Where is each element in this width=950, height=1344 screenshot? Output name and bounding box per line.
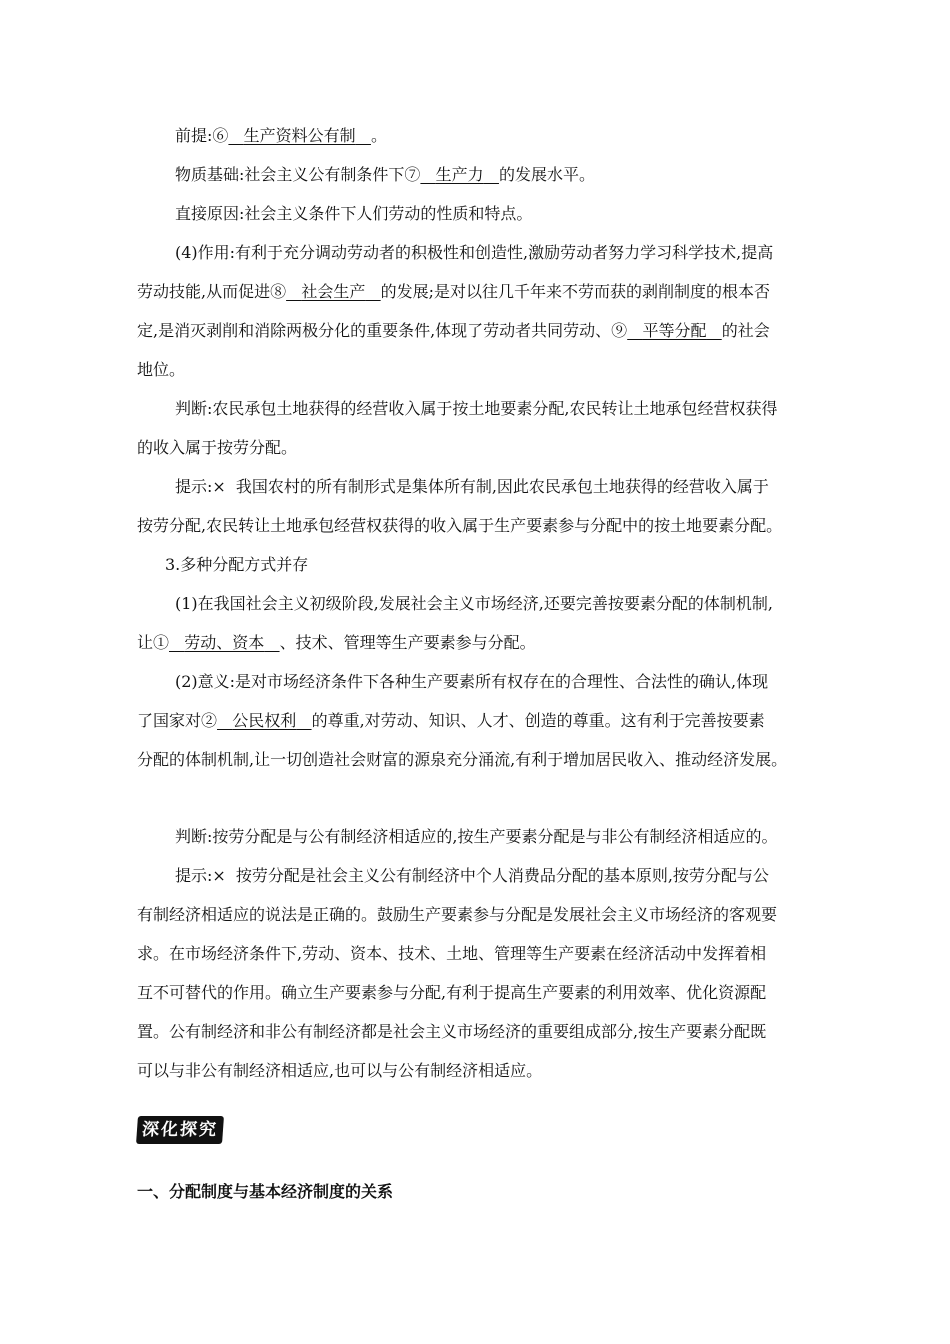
hint-2-line-2: 有制经济相适应的说法是正确的。鼓励生产要素参与分配是发展社会主义市场经济的客观要 xyxy=(137,905,778,924)
p1-line-2-b: 、技术、管理等生产要素参与分配。 xyxy=(279,633,536,652)
p1-line-2 xyxy=(137,632,817,654)
p2-line-2-b: 的尊重,对劳动、知识、人才、创造的尊重。这有利于完善按要素 xyxy=(311,711,765,730)
role-answer-9-text: 平等分配 xyxy=(642,321,707,340)
premise-label: 前提:⑥ xyxy=(175,126,229,145)
role-line-3 xyxy=(137,320,817,342)
material-answer-text: 生产力 xyxy=(435,165,484,184)
material-line xyxy=(175,164,855,186)
hint-2-label: 提示:× xyxy=(175,866,226,885)
material-end: 的发展水平。 xyxy=(498,165,595,184)
judge-2: 判断:按劳分配是与公有制经济相适应的,按生产要素分配是与非公有制经济相适应的。 xyxy=(175,827,778,846)
hint-2-text: 按劳分配是社会主义公有制经济中个人消费品分配的基本原则,按劳分配与公 xyxy=(235,866,769,885)
premise-end: 。 xyxy=(370,126,387,145)
p2-line-2-a: 了国家对② xyxy=(137,711,218,730)
p1-answer-1-text: 劳动、资本 xyxy=(184,633,265,652)
role-line-3-a: 定,是消灭剥削和消除两极分化的重要条件,体现了劳动者共同劳动、⑨ xyxy=(137,321,628,340)
hint-1-text: 我国农村的所有制形式是集体所有制,因此农民承包土地获得的经营收入属于 xyxy=(235,477,769,496)
hint-2-line-5: 置。公有制经济和非公有制经济都是社会主义市场经济的重要组成部分,按生产要素分配既 xyxy=(137,1022,767,1041)
judge-1-line-2: 的收入属于按劳分配。 xyxy=(137,438,298,457)
p2-line-1: (2)意义:是对市场经济条件下各种生产要素所有权存在的合理性、合法性的确认,体现 xyxy=(175,672,769,691)
role-answer-8-text: 社会生产 xyxy=(301,282,366,301)
hint-1-label: 提示:× xyxy=(175,477,226,496)
hint-2-line-4: 互不可替代的作用。确立生产要素参与分配,有利于提高生产要素的利用效率、优化资源配 xyxy=(137,983,767,1002)
direct-cause-line: 直接原因:社会主义条件下人们劳动的性质和特点。 xyxy=(175,204,533,223)
role-line-2-a: 劳动技能,从而促进⑧ xyxy=(137,282,287,301)
hint-1-line-2: 按劳分配,农民转让土地承包经营权获得的收入属于生产要素参与分配中的按土地要素分配。 xyxy=(137,516,783,535)
section-3-title: 3.多种分配方式并存 xyxy=(165,555,309,574)
hint-2-line-6: 可以与非公有制经济相适应,也可以与公有制经济相适应。 xyxy=(137,1061,543,1080)
p1-line-2-a: 让① xyxy=(137,633,170,652)
premise-answer xyxy=(228,126,371,145)
role-answer-8 xyxy=(286,282,381,301)
p1-line-1: (1)在我国社会主义初级阶段,发展社会主义市场经济,还要完善按要素分配的体制机制, xyxy=(175,594,773,613)
premise-answer-text: 生产资料公有制 xyxy=(243,126,356,145)
p2-line-2 xyxy=(137,710,817,732)
role-line-1: (4)作用:有利于充分调动劳动者的积极性和创造性,激励劳动者努力学习科学技术,提高 xyxy=(175,243,774,262)
hint-2-line-1 xyxy=(175,865,855,887)
hint-1-line-1 xyxy=(175,476,855,498)
role-line-2 xyxy=(137,281,817,303)
role-answer-9 xyxy=(627,321,722,340)
section-heading: 一、分配制度与基本经济制度的关系 xyxy=(137,1182,394,1201)
premise-line xyxy=(175,125,855,147)
p2-answer-2 xyxy=(217,711,312,730)
role-line-4: 地位。 xyxy=(137,360,186,379)
p2-line-3: 分配的体制机制,让一切创造社会财富的源泉充分涌流,有利于增加居民收入、推动经济发展。 xyxy=(137,750,788,769)
role-line-3-b: 的社会 xyxy=(721,321,770,340)
judge-1-line-1: 判断:农民承包土地获得的经营收入属于按土地要素分配,农民转让土地承包经营权获得 xyxy=(175,399,778,418)
material-label: 物质基础:社会主义公有制条件下⑦ xyxy=(175,165,421,184)
deepen-badge: 深化探究 xyxy=(136,1116,224,1144)
material-answer xyxy=(420,165,499,184)
role-line-2-b: 的发展;是对以往几千年来不劳而获的剥削制度的根本否 xyxy=(380,282,771,301)
p1-answer-1 xyxy=(169,633,280,652)
p2-answer-2-text: 公民权利 xyxy=(232,711,297,730)
hint-2-line-3: 求。在市场经济条件下,劳动、资本、技术、土地、管理等生产要素在经济活动中发挥着相 xyxy=(137,944,767,963)
